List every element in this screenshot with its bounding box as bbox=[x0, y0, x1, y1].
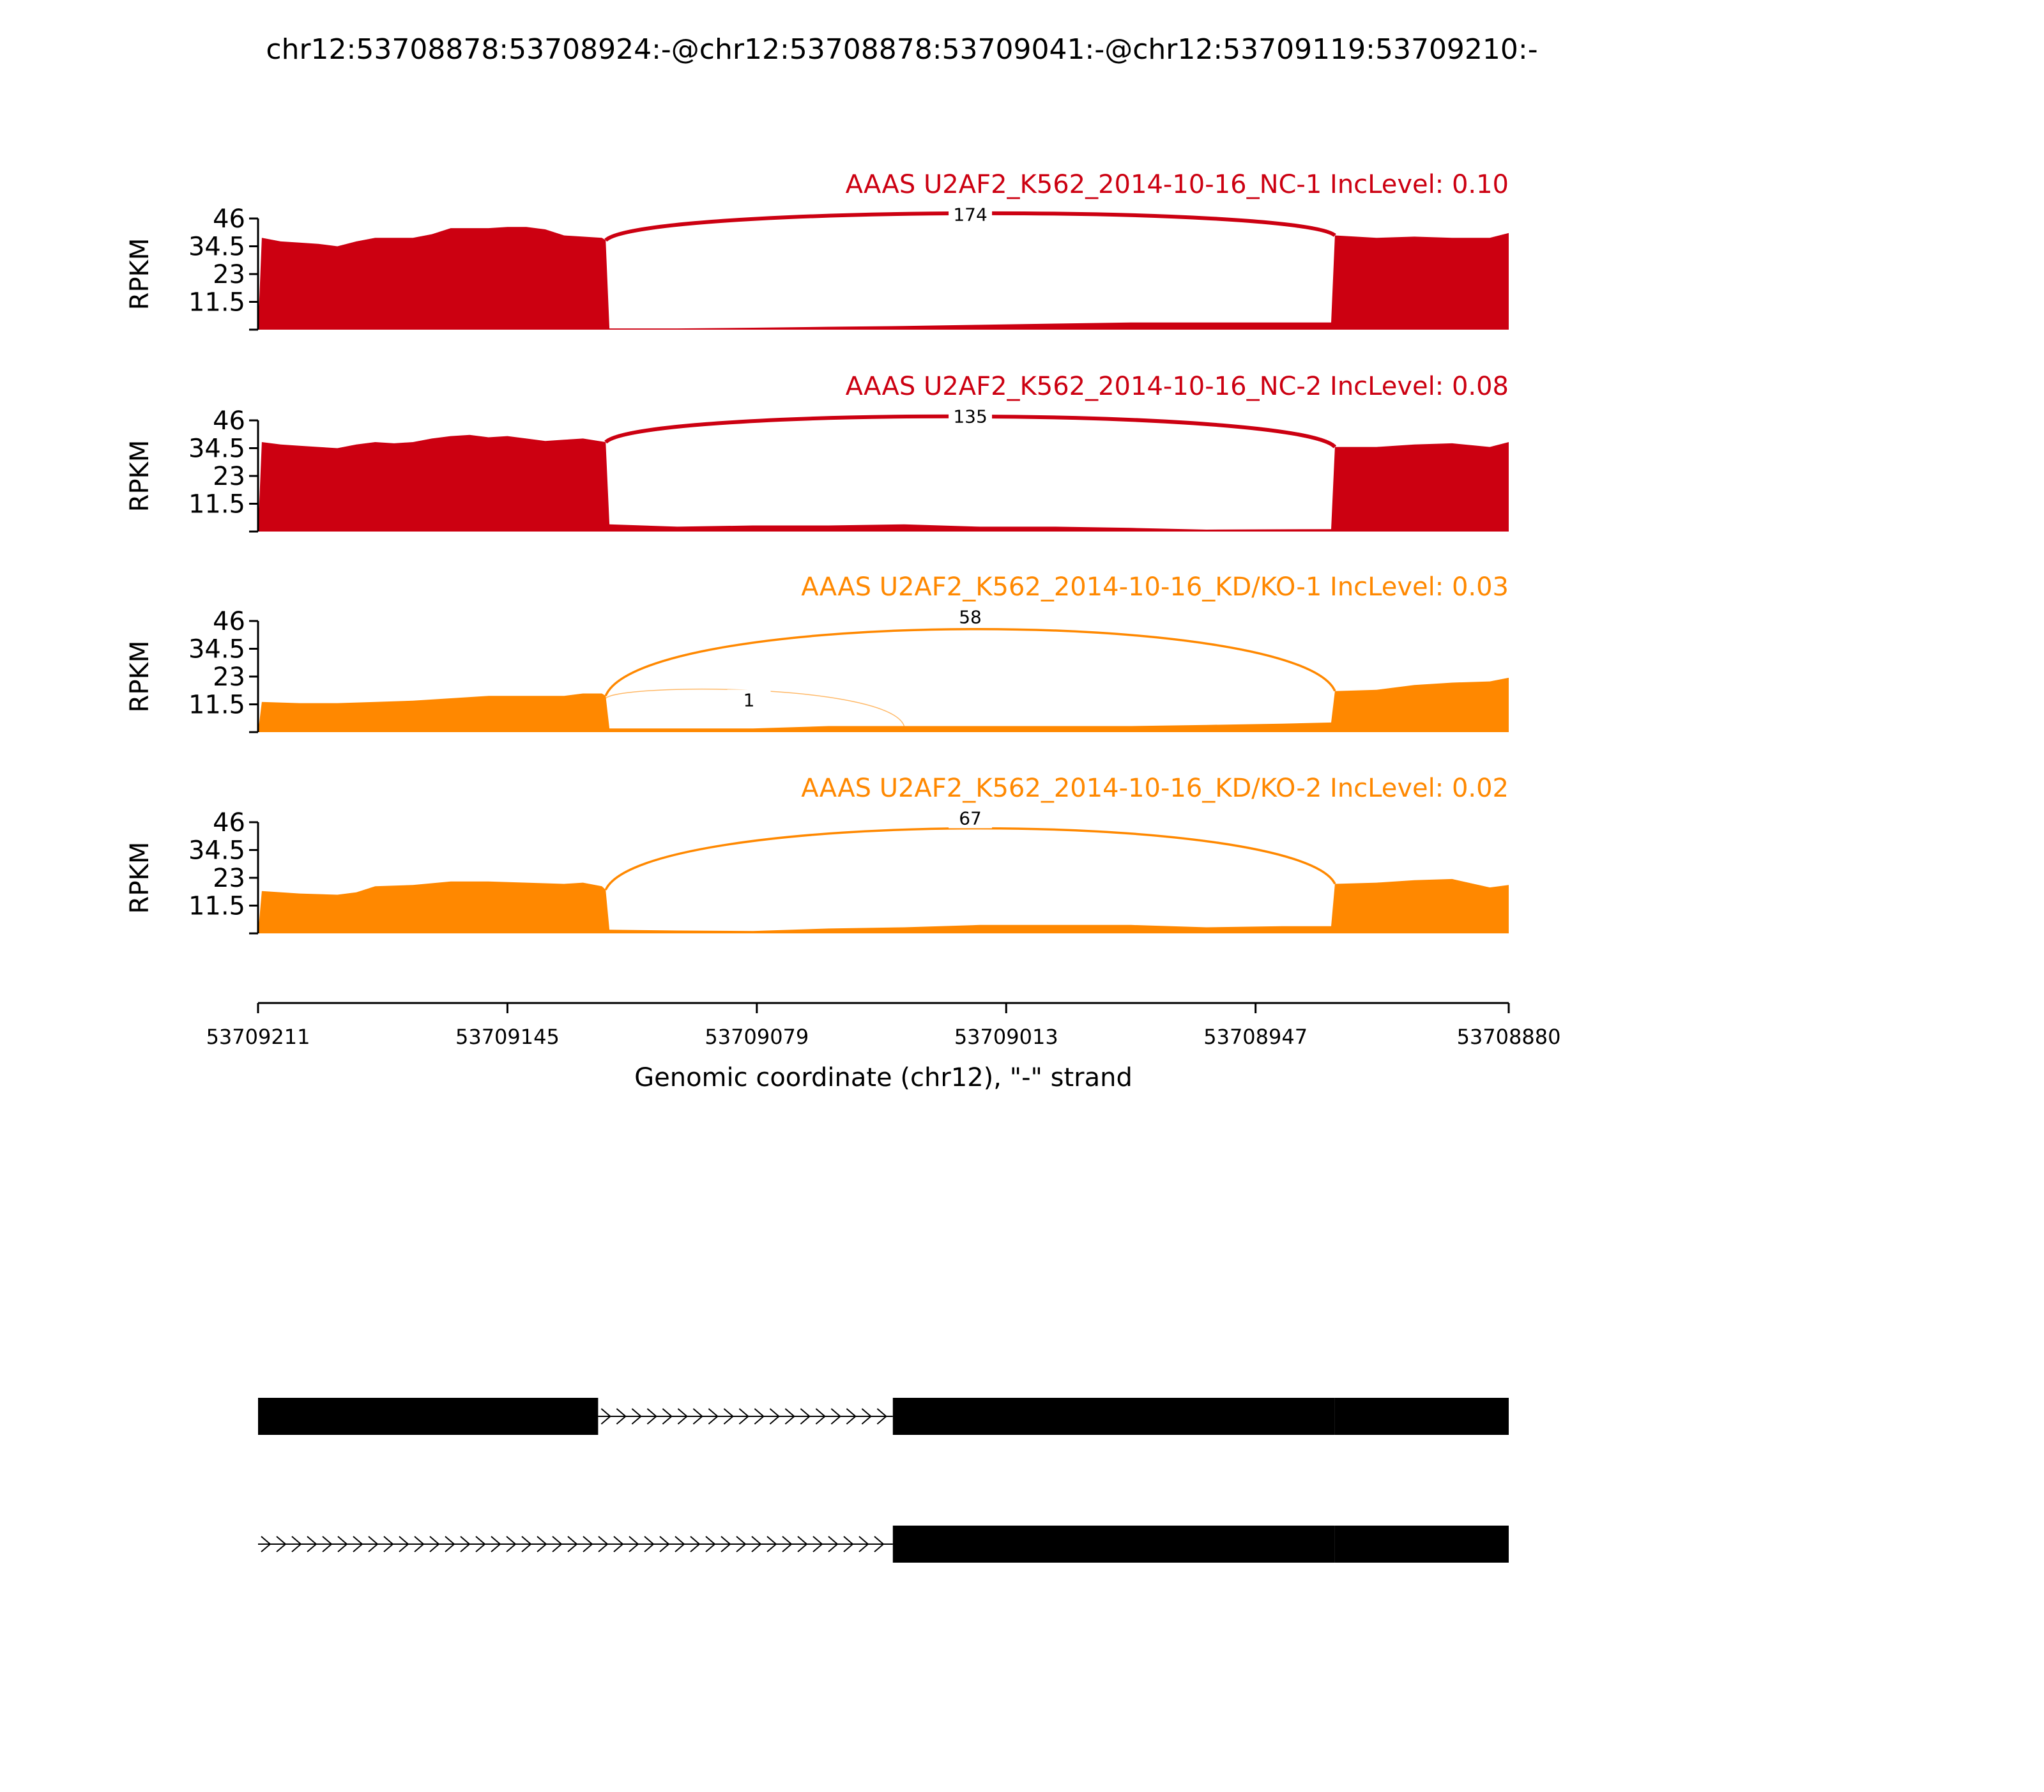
x-tick-label: 53709013 bbox=[954, 1025, 1058, 1049]
y-axis-label: RPKM bbox=[125, 640, 155, 713]
x-tick-label: 53709079 bbox=[705, 1025, 809, 1049]
y-tick-label: 34.5 bbox=[188, 634, 245, 664]
exon-block bbox=[893, 1398, 1335, 1435]
junction-count-label: 135 bbox=[953, 406, 988, 427]
track-label: AAAS U2AF2_K562_2014-10-16_KD/KO-2 IncLevel: 0.02 bbox=[801, 774, 1509, 803]
coverage-area bbox=[258, 227, 1509, 330]
coverage-area bbox=[258, 879, 1509, 933]
transcript-model bbox=[258, 1398, 1509, 1435]
track-label: AAAS U2AF2_K562_2014-10-16_NC-1 IncLevel: 0.10 bbox=[845, 170, 1509, 199]
x-tick-label: 53708947 bbox=[1203, 1025, 1308, 1049]
transcript-model bbox=[258, 1526, 1509, 1563]
coverage-track bbox=[125, 774, 1509, 933]
exon-block bbox=[1335, 1398, 1509, 1435]
y-tick-label: 11.5 bbox=[188, 690, 245, 720]
junction-count-label: 1 bbox=[743, 689, 755, 711]
junction-count-label: 67 bbox=[959, 808, 982, 829]
x-tick-label: 53709145 bbox=[455, 1025, 560, 1049]
track-label: AAAS U2AF2_K562_2014-10-16_KD/KO-1 IncLevel: 0.03 bbox=[801, 572, 1509, 602]
coverage-track bbox=[125, 170, 1509, 330]
exon-block bbox=[893, 1526, 1335, 1563]
y-axis-label: RPKM bbox=[125, 841, 155, 914]
y-tick-label: 11.5 bbox=[188, 891, 245, 921]
y-tick-label: 46 bbox=[213, 204, 245, 234]
y-axis-label: RPKM bbox=[125, 238, 155, 310]
y-tick-label: 34.5 bbox=[188, 232, 245, 262]
exon-block bbox=[258, 1398, 598, 1435]
junction-count-label: 174 bbox=[953, 204, 988, 226]
track-label: AAAS U2AF2_K562_2014-10-16_NC-2 IncLevel: 0.08 bbox=[845, 372, 1509, 401]
plot-area bbox=[125, 170, 1560, 1563]
y-tick-label: 46 bbox=[213, 808, 245, 838]
coverage-track bbox=[125, 372, 1509, 532]
y-tick-label: 23 bbox=[213, 662, 245, 692]
junction-arc bbox=[606, 829, 1335, 890]
y-tick-label: 34.5 bbox=[188, 434, 245, 464]
junction-count-label: 58 bbox=[959, 606, 982, 628]
x-tick-label: 53709211 bbox=[206, 1025, 310, 1049]
exon-block bbox=[1335, 1526, 1509, 1563]
y-tick-label: 11.5 bbox=[188, 489, 245, 519]
coverage-track bbox=[125, 572, 1509, 732]
y-tick-label: 23 bbox=[213, 864, 245, 893]
y-tick-label: 34.5 bbox=[188, 836, 245, 866]
x-axis-label: Genomic coordinate (chr12), "-" strand bbox=[634, 1063, 1133, 1092]
figure-title: chr12:53708878:53708924:-@chr12:53708878:53709041:-@chr12:53709119:53709210:- bbox=[266, 33, 1538, 66]
y-tick-label: 23 bbox=[213, 462, 245, 491]
y-axis-label: RPKM bbox=[125, 440, 155, 512]
y-tick-label: 46 bbox=[213, 406, 245, 436]
junction-arc bbox=[606, 629, 1335, 696]
y-tick-label: 23 bbox=[213, 260, 245, 289]
x-tick-label: 53708880 bbox=[1456, 1025, 1561, 1049]
y-tick-label: 46 bbox=[213, 607, 245, 636]
coverage-area bbox=[258, 435, 1509, 532]
coverage-area bbox=[258, 678, 1509, 732]
y-tick-label: 11.5 bbox=[188, 287, 245, 318]
